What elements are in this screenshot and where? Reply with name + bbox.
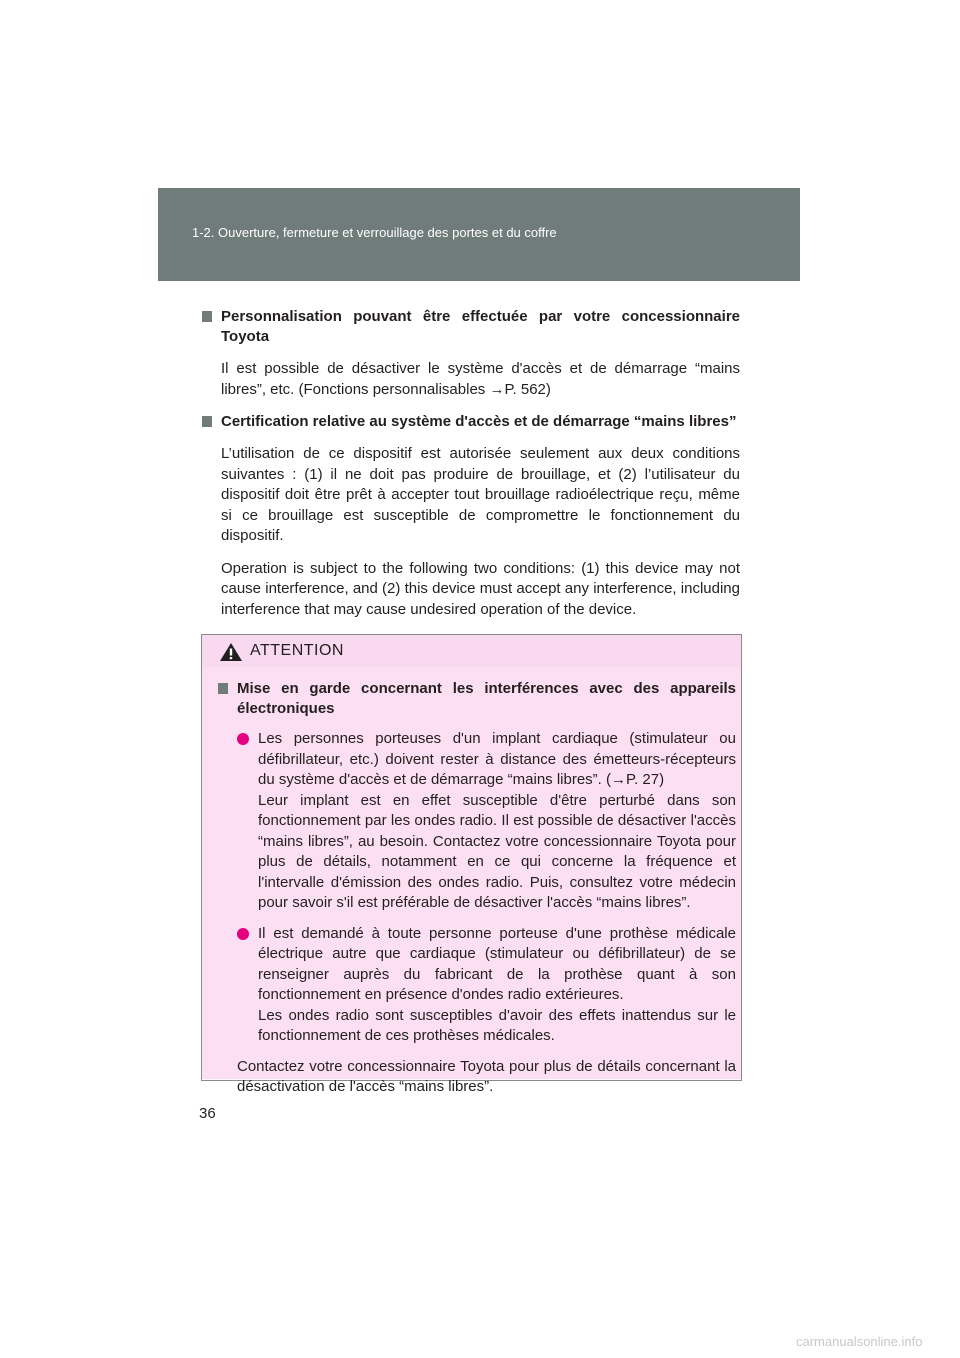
attention-bullet: [237, 924, 736, 1047]
section-header-bar: [158, 188, 800, 281]
attention-heading-text: Mise en garde concernant les interférences avec des appareils électroniques: [237, 680, 736, 717]
section-header-title: 1-2. Ouverture, fermeture et verrouillage des portes et du coffre: [192, 225, 557, 240]
section-heading-text: Personnalisation pouvant être effectuée par votre concessionnaire Toyota: [221, 308, 740, 345]
bullet-text: Les ondes radio sont susceptibles d'avoir des effets inattendus sur le fonctionnement de ces prothèses médicales.: [258, 1006, 736, 1044]
page-number: 36: [199, 1105, 216, 1122]
attention-body: [202, 667, 741, 1095]
attention-closing-paragraph: Contactez votre concessionnaire Toyota pour plus de détails concernant la désactivation de l'accès “mains libres”.: [237, 1057, 736, 1095]
attention-header: [202, 635, 741, 667]
round-bullet-icon: [237, 733, 249, 745]
bullet-text: Les personnes porteuses d'un implant cardiaque (stimulateur ou défibrillateur, etc.) doivent rester à distance des émetteurs-récepteurs du système d'accès et de démarrage “mains libres”. (→P. 27): [258, 730, 736, 788]
main-content: [202, 307, 740, 632]
bullet-text: Leur implant est en effet susceptible d'être perturbé dans son fonctionnement par les ondes radio. Il est possible de désactiver l'accès “mains libres”, au besoin. Contactez votre concessionnaire Toyota pour plus de détails, notamment en ce qui concerne la fréquence et l'intervalle d'émission des ondes radio. Puis, consultez votre médecin pour savoir s'il est préférable de désactiver l'accès “mains libres”.: [258, 791, 736, 911]
paragraph: Operation is subject to the following two conditions: (1) this device may not cause interference, and (2) this device must accept any interference, including interference that may cause undesired operation of the device.: [221, 559, 740, 618]
bullet-text: Il est demandé à toute personne porteuse d'une prothèse médicale électrique autre que cardiaque (stimulateur ou défibrillateur) de se renseigner auprès du fabricant de la prothèse quant à son fonctionnement en présence d'ondes radio extérieures.: [258, 924, 736, 1003]
square-bullet-icon: [202, 311, 212, 322]
square-bullet-icon: [202, 416, 212, 427]
paragraph: L’utilisation de ce dispositif est autorisée seulement aux deux conditions suivantes : (1) il ne doit pas produire de brouillage, et (2) l’utilisateur du dispositif doit être prêt à accepter tout brouillage radioélectrique reçu, même si ce brouillage est susceptible de compromettre le fonctionnement du dispositif.: [221, 445, 740, 544]
attention-label: ATTENTION: [250, 642, 344, 659]
attention-heading: [218, 679, 736, 719]
section-heading-certification: [202, 412, 740, 432]
square-bullet-icon: [218, 683, 228, 694]
attention-bullet: [237, 729, 736, 914]
round-bullet-icon: [237, 928, 249, 940]
section-heading-text: Certification relative au système d'accès et de démarrage “mains libres”: [221, 413, 737, 430]
watermark: carmanualsonline.info: [796, 1334, 923, 1349]
attention-box: [201, 634, 742, 1095]
warning-triangle-icon: [219, 642, 243, 662]
section-heading-personnalisation: [202, 307, 740, 347]
paragraph: Il est possible de désactiver le système d'accès et de démarrage “mains libres”, etc. (Fonctions personnalisables →P. 562): [221, 360, 740, 398]
